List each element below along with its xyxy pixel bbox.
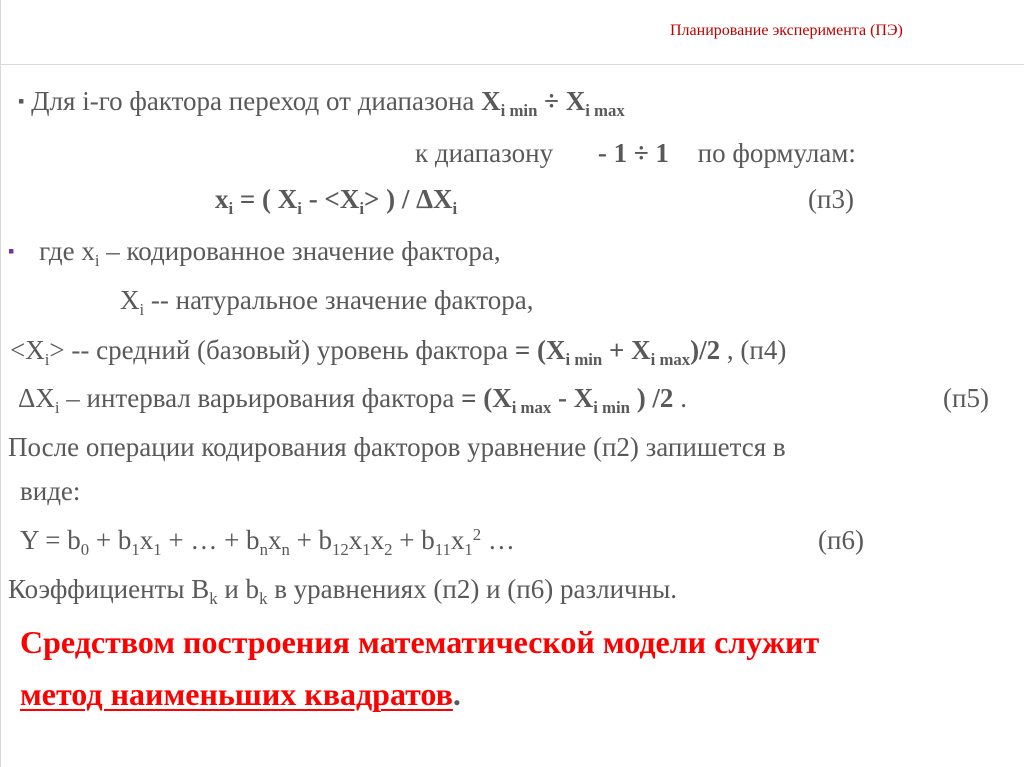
line-factor-range: ▪ Для i-го фактора переход от диапазона $X_{i min} \div X_{i max}$ — [18, 86, 625, 120]
line-coefficients: Коэффициенты $B_k$ и $b_k$ в уравнениях (п2) и (п6) различны. — [8, 574, 677, 608]
conclusion-line-1: Средством построения математической модели служит — [20, 624, 820, 660]
formula-p3: $x_i$ = ( $X_i - <X_i>$ ) / $\Delta X_i$ — [215, 184, 458, 218]
paragraph-after-coding-cont: виде: — [20, 476, 81, 506]
bullet-icon: ▪ — [8, 241, 15, 261]
formula-tag-p3: (п3) — [808, 184, 854, 214]
bullet-icon: ▪ — [18, 91, 25, 111]
formula-tag-p6: (п6) — [818, 525, 864, 555]
line-variation-interval: $\Delta X_i$ – интервал варьирования фактора = ($X_{i max} - X_{i min}$ ) /2 . — [18, 383, 687, 417]
left-rule — [0, 0, 1, 767]
paragraph-after-coding: После операции кодирования факторов уравнение (п2) запишется в — [8, 432, 786, 462]
formula-tag-p5: (п5) — [943, 383, 989, 413]
slide-header-title: Планирование эксперимента (ПЭ) — [670, 22, 903, 39]
equation-p6: $Y = b_0 + b_1x_1$ + … + $b_nx_n + b_{12}x_1x_2 + b_{11}x_1^2$ … — [20, 524, 515, 559]
conclusion-line-2: метод наименьших квадратов. — [20, 676, 461, 712]
line-base-level: $<X_i>$ -- средний (базовый) уровень фактора = $(X_{i min} + X_{i max})/2$ , (п4) — [10, 335, 787, 369]
header-divider — [0, 64, 1024, 65]
least-squares-method: метод наименьших квадратов — [20, 676, 453, 712]
line-target-range: к диапазону - 1 ÷ 1 по формулам: — [415, 138, 856, 168]
line-coded-value: ▪ где $x_i$ – кодированное значение фактора, — [8, 236, 501, 270]
line-natural-value: $X_i$ -- натуральное значение фактора, — [120, 285, 534, 319]
